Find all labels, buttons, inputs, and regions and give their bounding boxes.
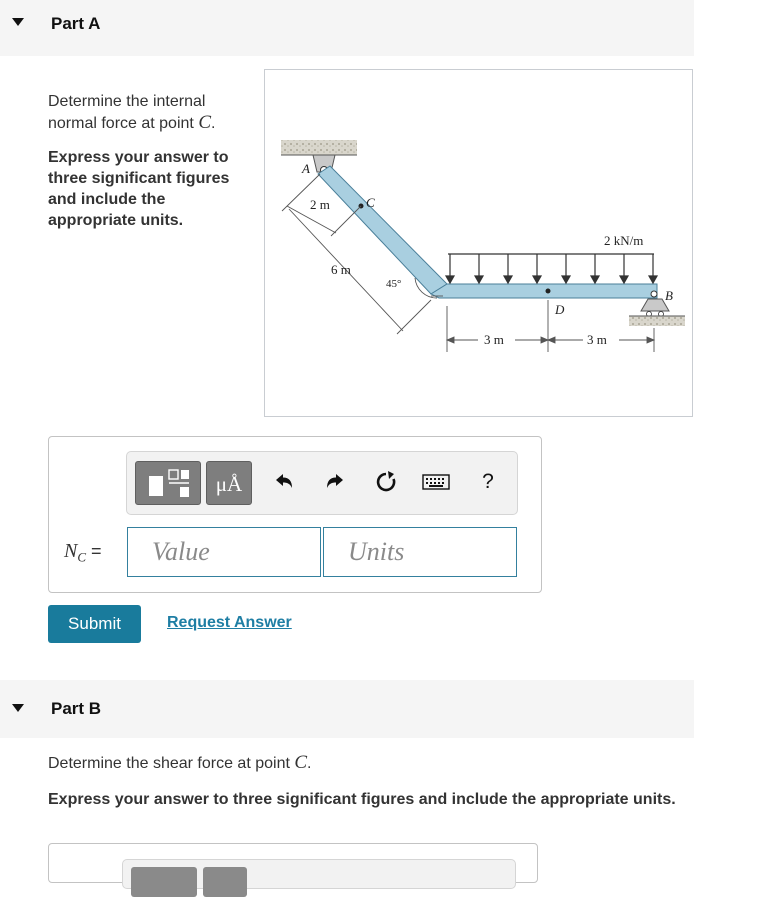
units-button-label: μÅ <box>215 472 243 496</box>
units-button[interactable] <box>206 461 252 505</box>
keyboard-icon[interactable] <box>421 467 451 497</box>
part-a-instruction: Express your answer to three significant figures and include the appropriate units. <box>48 149 230 229</box>
label-c: C <box>366 195 375 210</box>
collapse-triangle-icon[interactable] <box>12 704 24 712</box>
label-b: B <box>665 288 673 303</box>
part-a-question: Determine the internal normal force at point C. <box>48 93 216 133</box>
ceiling-ground <box>281 140 357 155</box>
ground-b <box>629 316 685 326</box>
dim-3m-left-label: 3 m <box>484 332 504 347</box>
reset-icon[interactable] <box>371 467 401 497</box>
answer-subscript: C <box>77 549 87 565</box>
horizontal-beam <box>431 284 657 298</box>
part-b-header[interactable] <box>0 680 694 738</box>
load-label: 2 kN/m <box>604 233 644 248</box>
templates-button[interactable] <box>135 461 201 505</box>
value-input[interactable]: Value <box>127 527 321 577</box>
help-button[interactable]: ? <box>482 470 494 493</box>
horizontal-dimension-lines <box>447 300 654 352</box>
dim-6m-label: 6 m <box>331 262 351 277</box>
part-b-title: Part B <box>51 699 102 718</box>
answer-variable-label <box>64 540 102 566</box>
part-a-title: Part A <box>51 14 101 33</box>
point-c-variable: C <box>198 112 211 133</box>
undo-icon[interactable] <box>269 467 299 497</box>
part-a-header[interactable] <box>0 0 694 56</box>
label-a: A <box>302 161 310 176</box>
collapse-triangle-icon[interactable] <box>12 18 24 26</box>
fraction-templates-icon <box>136 462 200 504</box>
part-a-question-text: Determine the internal normal force at point <box>48 93 206 132</box>
point-c-variable: C <box>294 752 308 773</box>
part-b-question: Determine the shear force at point C. <box>48 752 312 773</box>
request-answer-link[interactable]: Request Answer <box>167 614 292 631</box>
redo-icon[interactable] <box>320 467 350 497</box>
beam-figure <box>264 69 693 417</box>
dim-2m-label: 2 m <box>310 197 330 212</box>
beam-diagram <box>265 70 692 416</box>
part-b-question-text: Determine the shear force at point <box>48 755 290 772</box>
units-input[interactable]: Units <box>323 527 517 577</box>
angle-label: 45° <box>386 278 402 290</box>
answer-variable: N <box>64 540 78 562</box>
distributed-load-arrows <box>446 254 657 283</box>
equals-sign: = <box>91 541 102 561</box>
point-d-marker <box>546 289 551 294</box>
dim-3m-right-label: 3 m <box>587 332 607 347</box>
math-toolbar <box>126 451 518 515</box>
part-b-instruction: Express your answer to three significant figures and include the appropriate units. <box>48 791 676 808</box>
submit-button[interactable]: Submit <box>48 605 141 643</box>
part-b-math-toolbar <box>122 859 516 889</box>
label-d: D <box>555 302 565 317</box>
